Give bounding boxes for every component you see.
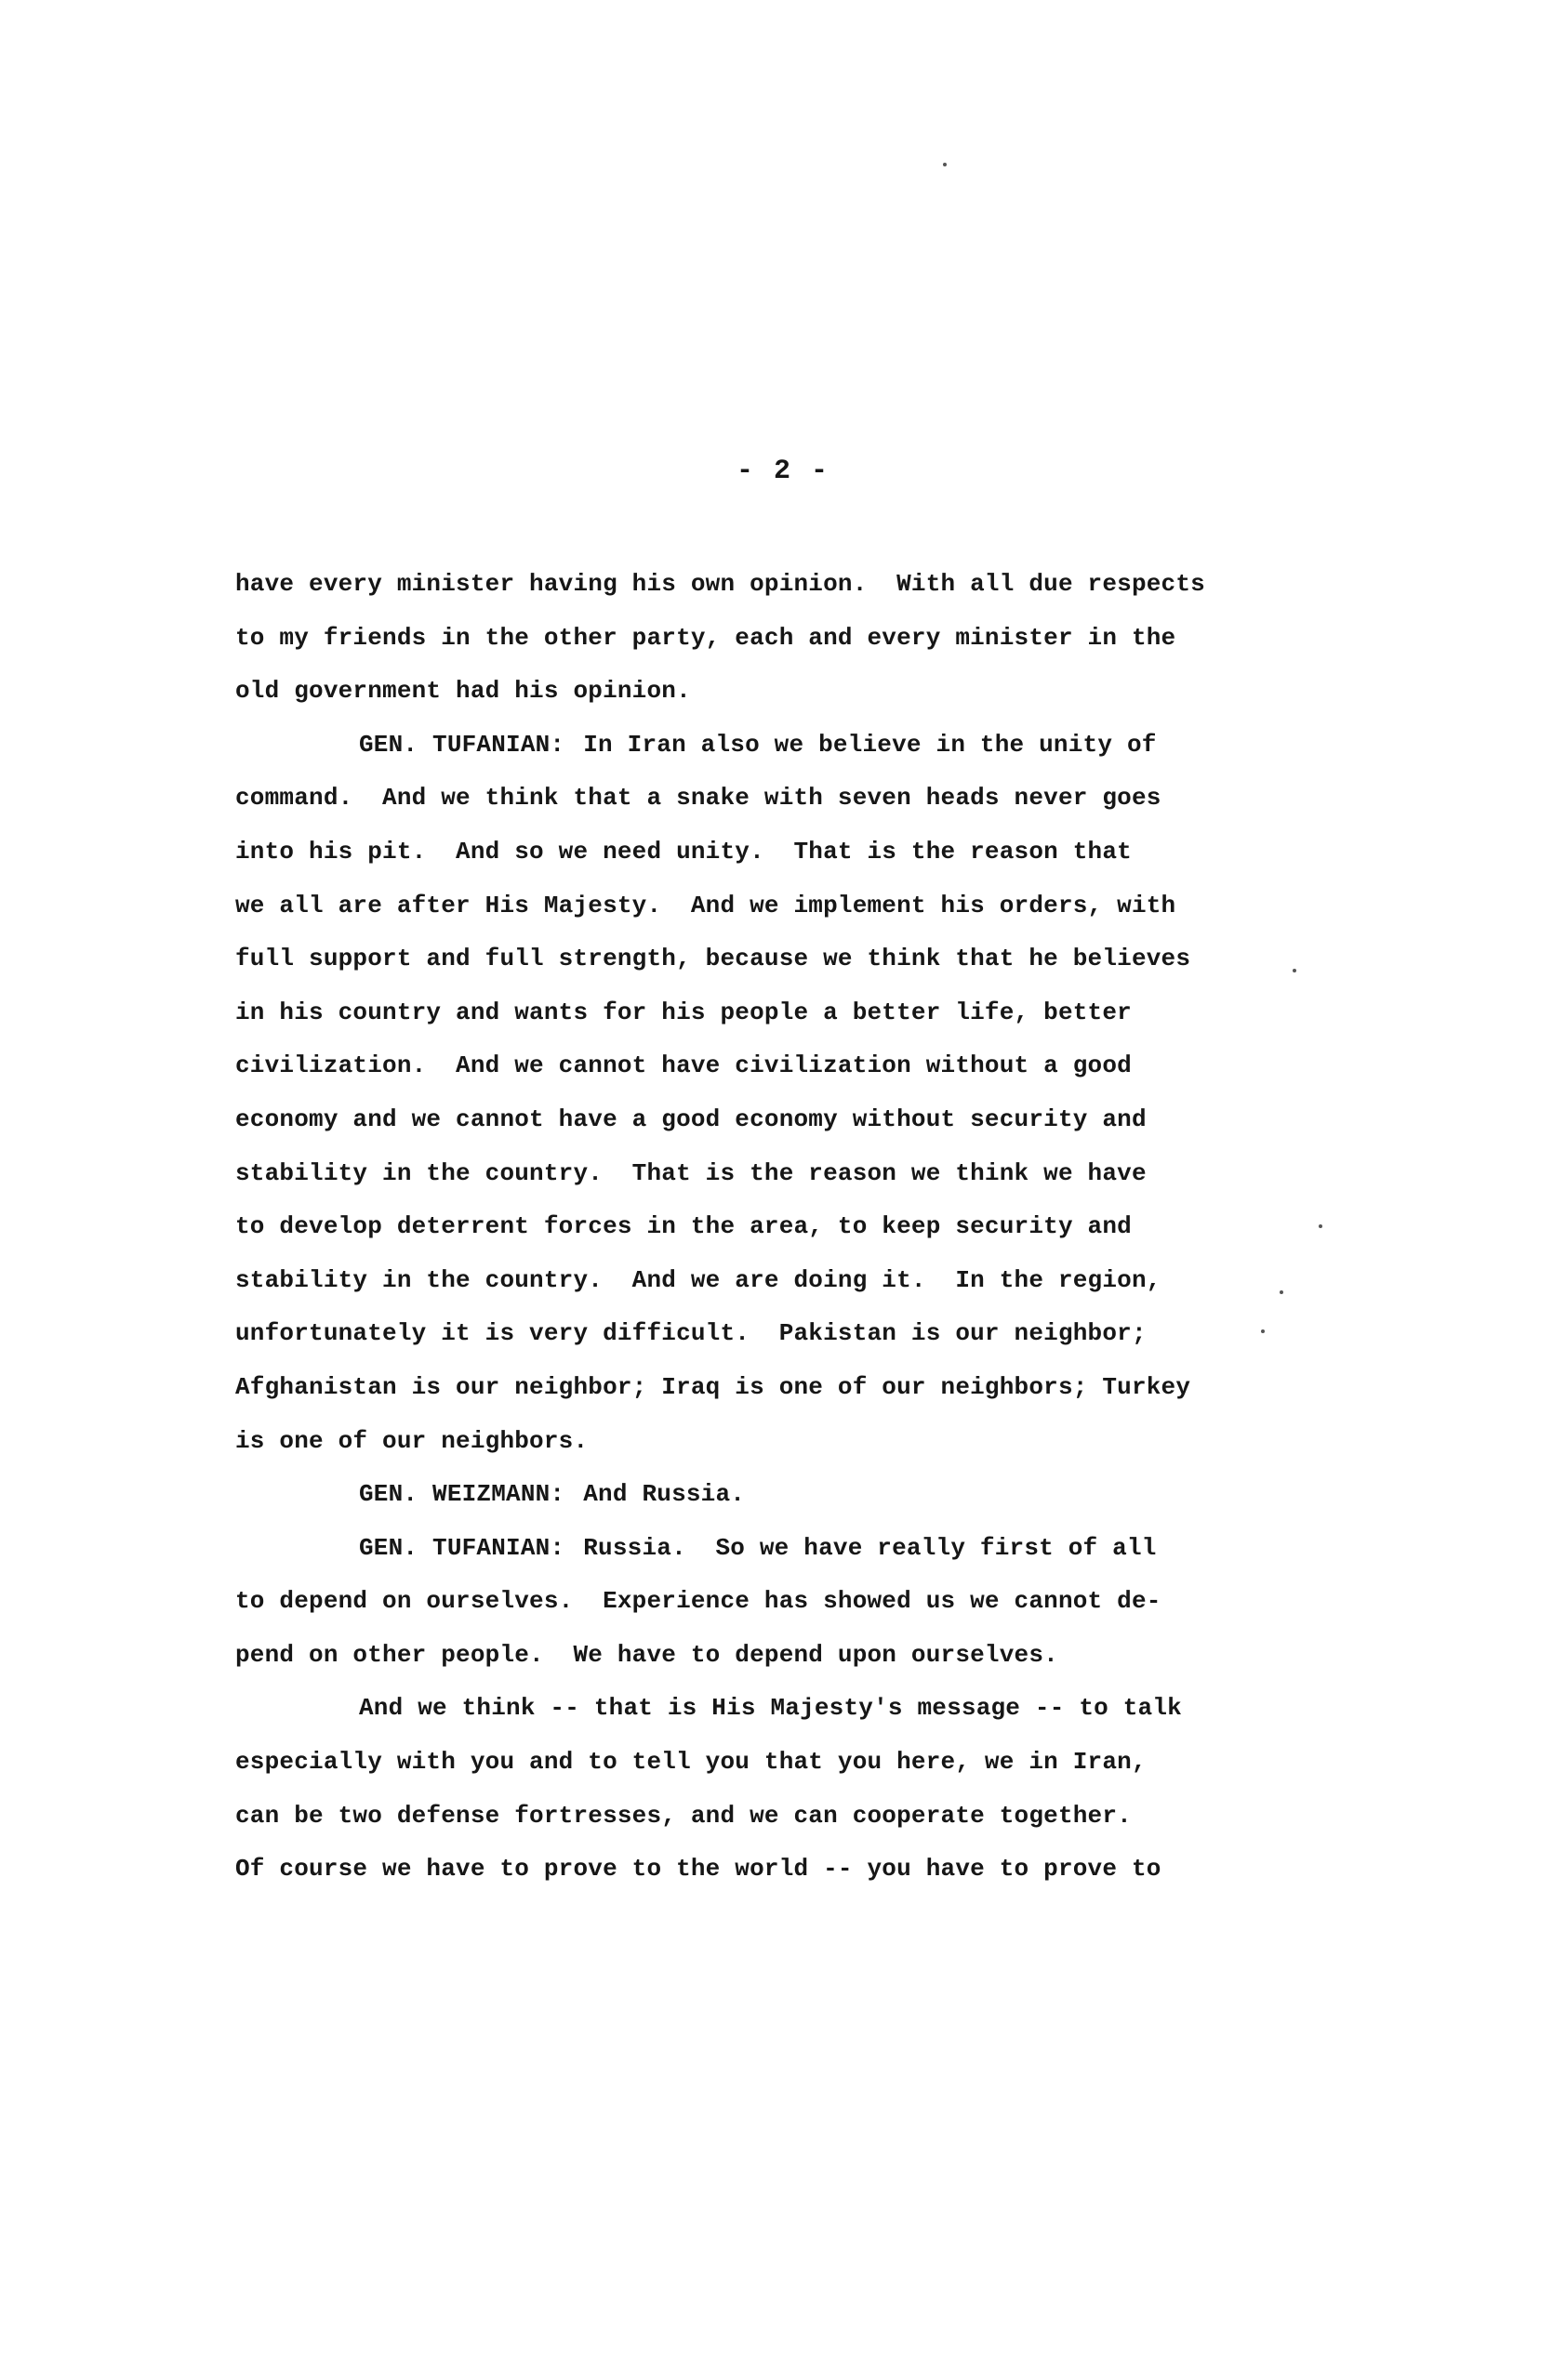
speaker-line: GEN. WEIZMANN: And Russia. (359, 1480, 746, 1509)
text-line: Of course we have to prove to the world -- you have to prove to (235, 1855, 1161, 1884)
text-line: pend on other people. We have to depend upon ourselves. (235, 1640, 1058, 1669)
text-line: to depend on ourselves. Experience has showed us we cannot de- (235, 1587, 1161, 1616)
text-line: And we think -- that is His Majesty's message -- to talk (359, 1694, 1182, 1723)
text-line: full support and full strength, because we think that he believes (235, 945, 1191, 973)
text-line: especially with you and to tell you that you here, we in Iran, (235, 1748, 1147, 1777)
text-line: stability in the country. That is the reason we think we have (235, 1158, 1147, 1187)
scan-speck (1319, 1224, 1322, 1228)
text-line: to my friends in the other party, each and every minister in the (235, 623, 1176, 652)
scan-speck (1293, 969, 1296, 972)
text-line: in his country and wants for his people a better life, better (235, 998, 1132, 1026)
text-line: Afghanistan is our neighbor; Iraq is one of our neighbors; Turkey (235, 1372, 1191, 1401)
speaker-label: GEN. TUFANIAN: (359, 1533, 565, 1562)
text-line: old government had his opinion. (235, 677, 691, 706)
text-line: stability in the country. And we are doing it. In the region, (235, 1265, 1161, 1294)
speaker-line: GEN. TUFANIAN: Russia. So we have really first of all (359, 1533, 1157, 1562)
text-line: civilization. And we cannot have civilization without a good (235, 1051, 1132, 1080)
scan-speck (1280, 1290, 1283, 1294)
text-line: can be two defense fortresses, and we can cooperate together. (235, 1801, 1132, 1830)
page-number: - 2 - (736, 456, 829, 487)
speaker-label: GEN. TUFANIAN: (359, 730, 565, 759)
text-line: economy and we cannot have a good economy without security and (235, 1104, 1147, 1133)
text-line: we all are after His Majesty. And we implement his orders, with (235, 891, 1176, 919)
text-line: command. And we think that a snake with seven heads never goes (235, 784, 1161, 813)
scan-speck (1261, 1329, 1265, 1333)
text-line: unfortunately it is very difficult. Pakistan is our neighbor; (235, 1319, 1147, 1348)
text-line: into his pit. And so we need unity. That is the reason that (235, 837, 1132, 866)
text-line: is one of our neighbors. (235, 1426, 589, 1455)
speaker-label: GEN. WEIZMANN: (359, 1480, 565, 1509)
scan-speck (943, 163, 947, 166)
text-line: to develop deterrent forces in the area, to keep security and (235, 1212, 1132, 1241)
transcript-body (235, 558, 1333, 1897)
speaker-line: GEN. TUFANIAN: In Iran also we believe in the unity of (359, 730, 1157, 759)
text-line: have every minister having his own opinion. With all due respects (235, 570, 1205, 598)
